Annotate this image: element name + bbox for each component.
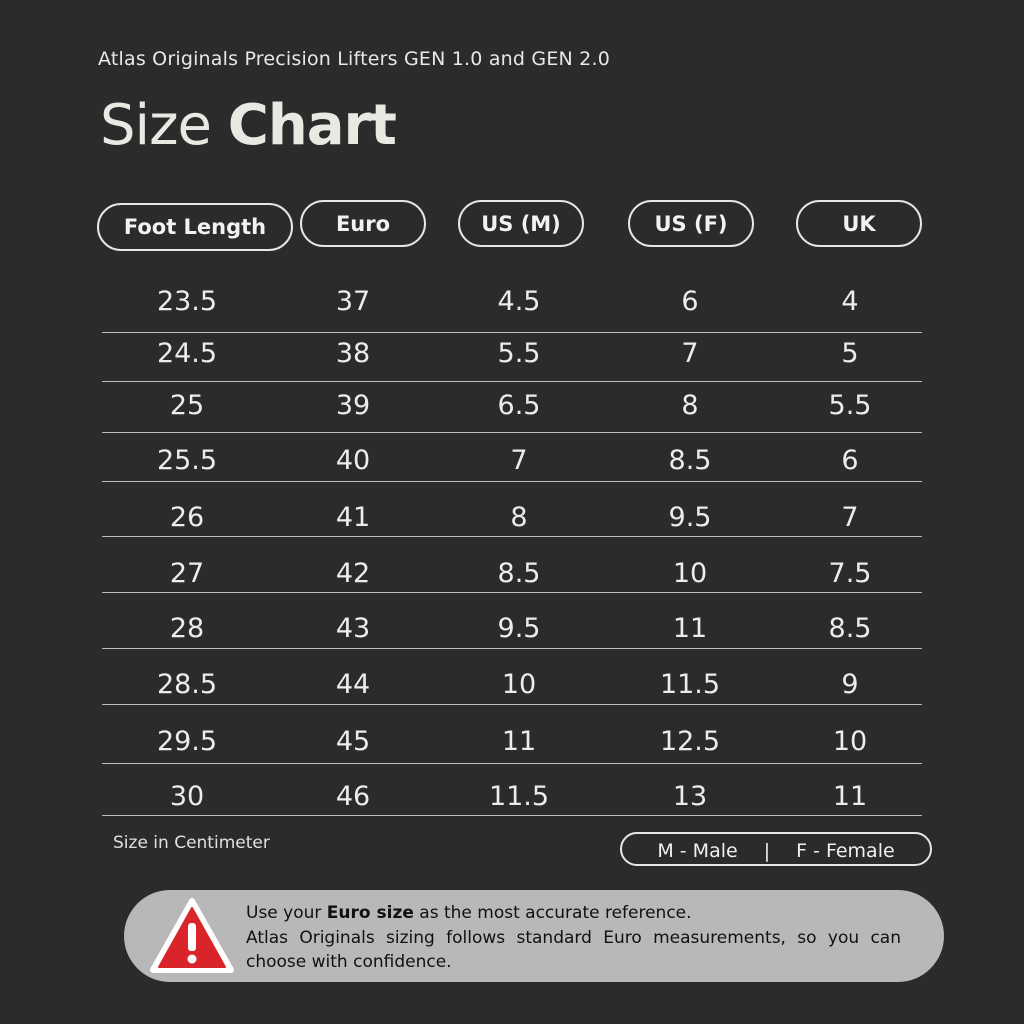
table-cell: 10 [832, 726, 868, 757]
table-cell: 46 [335, 781, 371, 812]
header-foot-length: Foot Length [97, 203, 293, 251]
notice-text [246, 901, 901, 975]
header-uk: UK [796, 200, 922, 247]
warning-triangle-icon [150, 898, 234, 974]
table-cell: 27 [169, 558, 205, 589]
table-cell: 40 [335, 445, 371, 476]
notice-line-1 [246, 901, 901, 926]
unit-note: Size in Centimeter [113, 833, 270, 853]
row-divider [102, 815, 922, 816]
table-cell: 11 [832, 781, 868, 812]
table-cell: 39 [335, 390, 371, 421]
table-cell: 9.5 [668, 502, 712, 533]
table-cell: 4.5 [497, 286, 541, 317]
table-cell: 45 [335, 726, 371, 757]
header-us-f: US (F) [628, 200, 754, 247]
table-cell: 10 [501, 669, 537, 700]
table-cell: 5 [841, 338, 859, 369]
table-cell: 24.5 [156, 338, 218, 369]
table-cell: 9 [841, 669, 859, 700]
table-cell: 28 [169, 613, 205, 644]
subtitle: Atlas Originals Precision Lifters GEN 1.0 and GEN 2.0 [98, 48, 611, 70]
row-divider [102, 763, 922, 764]
table-cell: 6.5 [497, 390, 541, 421]
table-cell: 12.5 [659, 726, 721, 757]
row-divider [102, 704, 922, 705]
row-divider [102, 648, 922, 649]
table-cell: 30 [169, 781, 205, 812]
table-cell: 25.5 [156, 445, 218, 476]
legend-separator: | [763, 840, 771, 862]
legend-male: M - Male [657, 840, 738, 862]
table-cell: 5.5 [828, 390, 872, 421]
table-cell: 41 [335, 502, 371, 533]
table-cell: 9.5 [497, 613, 541, 644]
header-us-m: US (M) [458, 200, 584, 247]
table-cell: 5.5 [497, 338, 541, 369]
table-cell: 7 [841, 502, 859, 533]
header-euro: Euro [300, 200, 426, 247]
table-cell: 38 [335, 338, 371, 369]
row-divider [102, 381, 922, 382]
table-cell: 29.5 [156, 726, 218, 757]
table-cell: 8.5 [828, 613, 872, 644]
notice-euro-size: Euro size [326, 903, 414, 923]
notice-line-1-pre: Use your [246, 903, 327, 923]
gender-legend [620, 832, 932, 866]
table-cell: 6 [681, 286, 699, 317]
notice-line-2: Atlas Originals sizing follows standard Euro measurements, so you can choose with confidence. [246, 927, 901, 972]
table-cell: 42 [335, 558, 371, 589]
table-cell: 11.5 [488, 781, 550, 812]
table-cell: 25 [169, 390, 205, 421]
table-cell: 8.5 [668, 445, 712, 476]
table-cell: 43 [335, 613, 371, 644]
row-divider [102, 536, 922, 537]
table-cell: 44 [335, 669, 371, 700]
page-title [100, 93, 396, 158]
table-cell: 23.5 [156, 286, 218, 317]
title-light: Size [100, 93, 228, 158]
table-cell: 37 [335, 286, 371, 317]
row-divider [102, 481, 922, 482]
table-cell: 4 [841, 286, 859, 317]
table-cell: 7 [681, 338, 699, 369]
table-cell: 28.5 [156, 669, 218, 700]
table-cell: 13 [672, 781, 708, 812]
title-bold: Chart [227, 93, 396, 158]
table-cell: 26 [169, 502, 205, 533]
table-cell: 7.5 [828, 558, 872, 589]
table-cell: 10 [672, 558, 708, 589]
row-divider [102, 332, 922, 333]
table-cell: 11.5 [659, 669, 721, 700]
table-cell: 11 [672, 613, 708, 644]
table-cell: 6 [841, 445, 859, 476]
table-cell: 8.5 [497, 558, 541, 589]
table-cell: 7 [510, 445, 528, 476]
legend-female: F - Female [796, 840, 895, 862]
table-cell: 11 [501, 726, 537, 757]
row-divider [102, 592, 922, 593]
row-divider [102, 432, 922, 433]
table-cell: 8 [510, 502, 528, 533]
notice-line-1-post: as the most accurate reference. [413, 903, 692, 923]
table-cell: 8 [681, 390, 699, 421]
notice-box [124, 890, 944, 982]
